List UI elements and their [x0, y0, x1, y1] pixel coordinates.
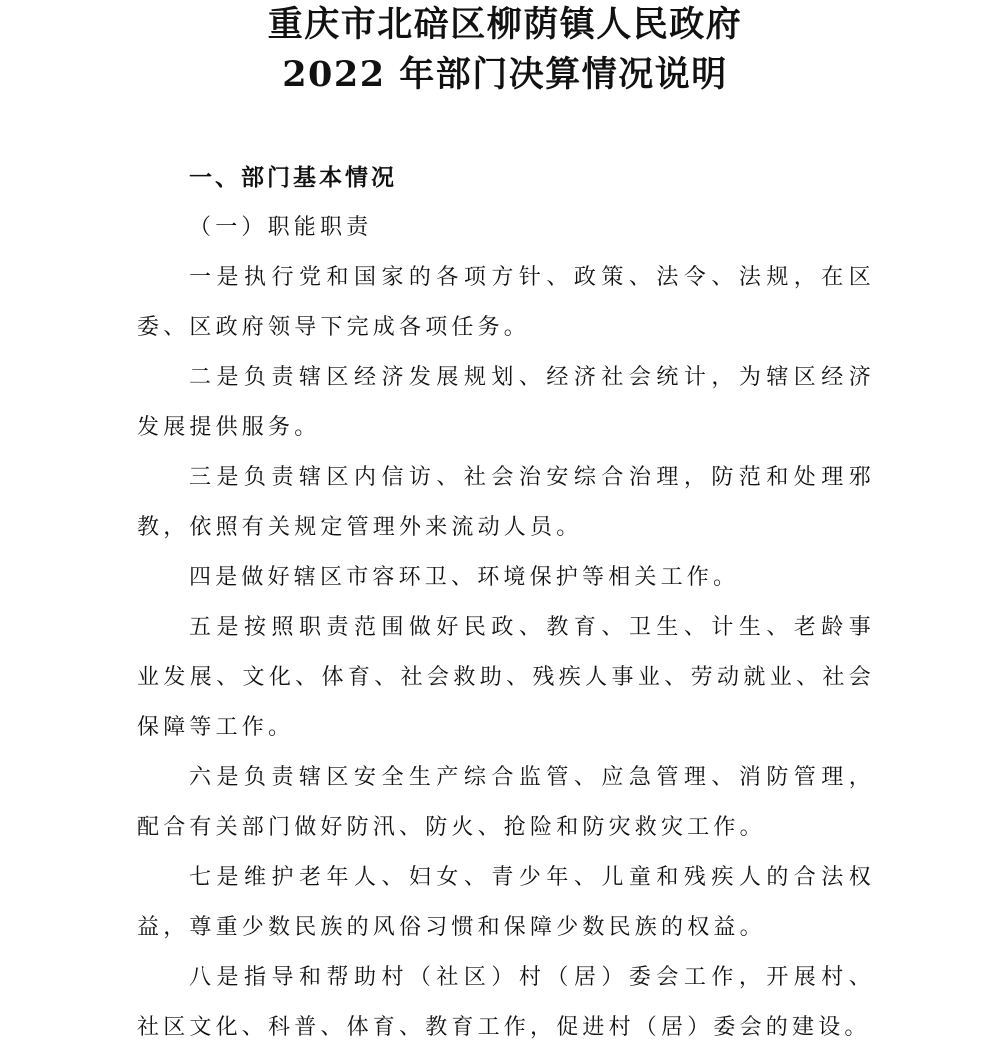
title-line-1: 重庆市北碚区柳荫镇人民政府	[267, 4, 743, 45]
paragraph-line: 社区文化、科普、体育、教育工作，促进村（居）委会的建设。	[137, 1015, 871, 1040]
subsection-heading: （一）职能职责	[189, 215, 373, 240]
paragraph-line: 五是按照职责范围做好民政、教育、卫生、计生、老龄事	[189, 615, 875, 640]
paragraph-1	[137, 253, 875, 353]
paragraph-line: 四是做好辖区市容环卫、环境保护等相关工作。	[189, 565, 740, 590]
paragraph-line: 教，依照有关规定管理外来流动人员。	[137, 515, 583, 540]
title-line-2: 2022 年部门决算情况说明	[282, 54, 728, 95]
paragraph-line: 发展提供服务。	[137, 415, 321, 440]
section-heading: 一、部门基本情况	[189, 165, 397, 191]
paragraph-3	[137, 453, 875, 553]
paragraph-line: 七是维护老年人、妇女、青少年、儿童和残疾人的合法权	[189, 865, 875, 890]
document-title	[10, 0, 1000, 100]
document-body	[137, 153, 875, 1053]
paragraph-line: 保障等工作。	[137, 715, 295, 740]
paragraph-line: 三是负责辖区内信访、社会治安综合治理，防范和处理邪	[189, 465, 875, 490]
paragraph-line: 六是负责辖区安全生产综合监管、应急管理、消防管理，	[189, 765, 875, 790]
paragraph-7	[137, 853, 875, 953]
paragraph-6	[137, 753, 875, 853]
paragraph-line: 益，尊重少数民族的风俗习惯和保障少数民族的权益。	[137, 915, 766, 940]
paragraph-5	[137, 603, 875, 753]
paragraph-line: 二是负责辖区经济发展规划、经济社会统计，为辖区经济	[189, 365, 875, 390]
paragraph-4	[137, 553, 875, 603]
paragraph-2	[137, 353, 875, 453]
paragraph-line: 委、区政府领导下完成各项任务。	[137, 315, 531, 340]
paragraph-line: 八是指导和帮助村（社区）村（居）委会工作，开展村、	[189, 965, 875, 990]
paragraph-line: 一是执行党和国家的各项方针、政策、法令、法规，在区	[189, 265, 875, 290]
paragraph-line: 业发展、文化、体育、社会救助、残疾人事业、劳动就业、社会	[137, 665, 875, 690]
paragraph-line: 配合有关部门做好防汛、防火、抢险和防灾救灾工作。	[137, 815, 766, 840]
paragraph-8	[137, 953, 875, 1053]
